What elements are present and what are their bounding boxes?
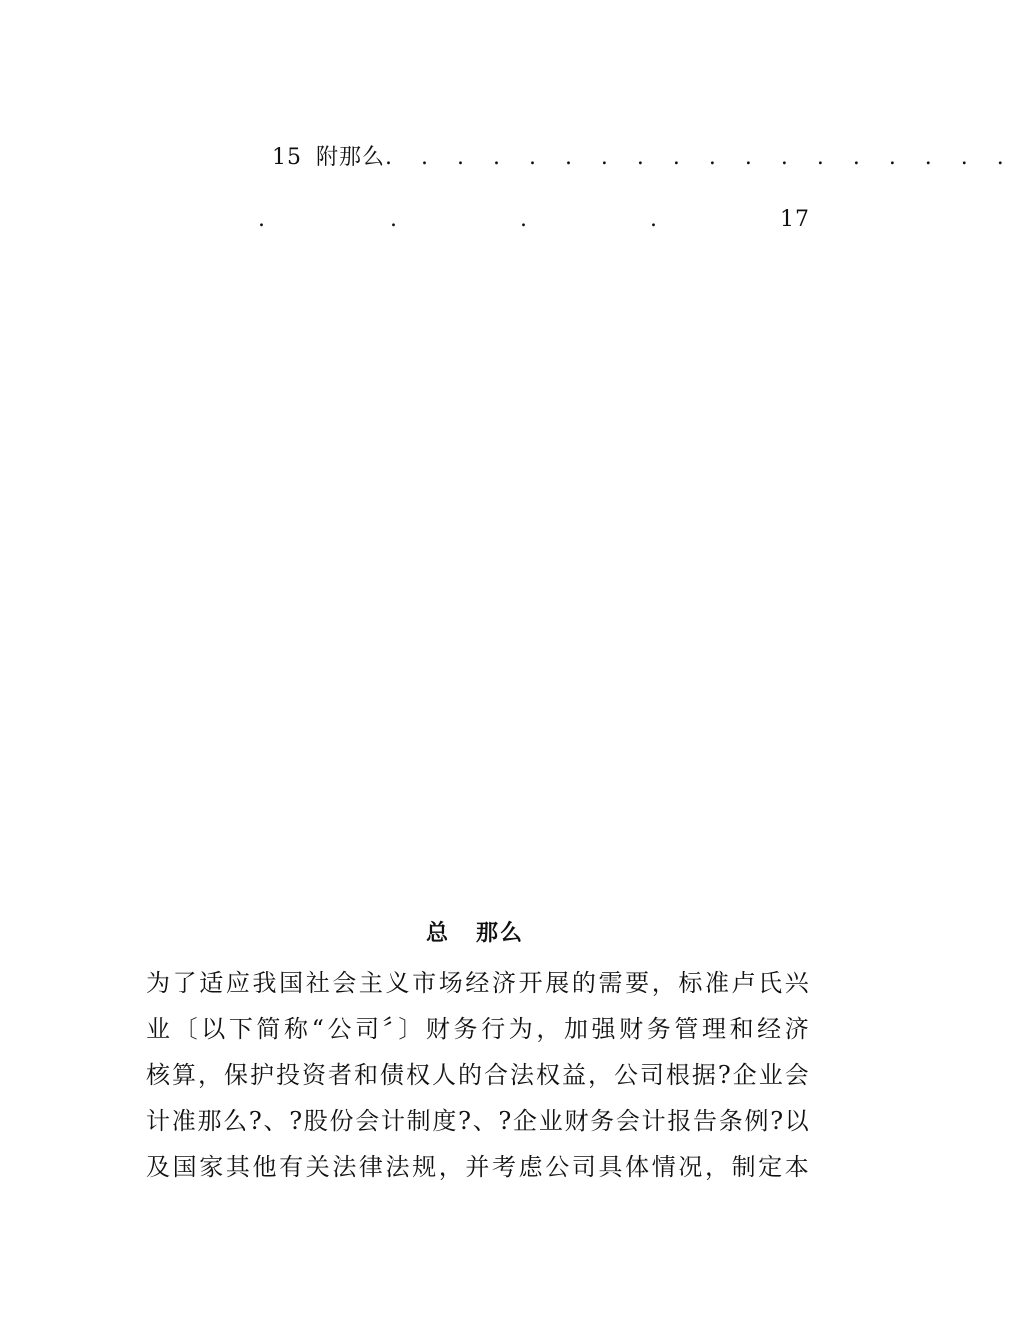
paragraph-line: 业〔以下简称“公司〞〕财务行为，加强财务管理和经济 — [146, 1015, 810, 1043]
paragraph-line: 计准那么?、?股份会计制度?、?企业财务会计报告条例?以 — [146, 1107, 810, 1135]
toc-entry-title: 附那么 — [316, 145, 386, 170]
body-paragraph — [146, 960, 810, 1190]
paragraph-line: 为了适应我国社会主义市场经济开展的需要，标准卢氏兴 — [146, 969, 810, 997]
toc-leader-dots: . . . . . . . . . . . . . . . . . . — [385, 145, 1015, 170]
section-heading-part2: 那么 — [476, 921, 525, 946]
toc-entry-number: 15 — [272, 145, 302, 170]
toc-leader-dot: . — [520, 207, 528, 232]
section-heading — [0, 916, 950, 947]
toc-leader-dot: . — [390, 207, 398, 232]
paragraph-line: 核算，保护投资者和债权人的合法权益，公司根据?企业会 — [146, 1061, 810, 1089]
toc-entry-appendix[interactable] — [272, 140, 1015, 171]
section-heading-part1: 总 — [425, 921, 450, 946]
toc-page-number: 17 — [780, 207, 810, 232]
paragraph-line: 及国家其他有关法律法规，并考虑公司具体情况，制定本 — [146, 1153, 810, 1181]
toc-leader-dot: . — [650, 207, 658, 232]
toc-leader-dot: . — [258, 207, 266, 232]
